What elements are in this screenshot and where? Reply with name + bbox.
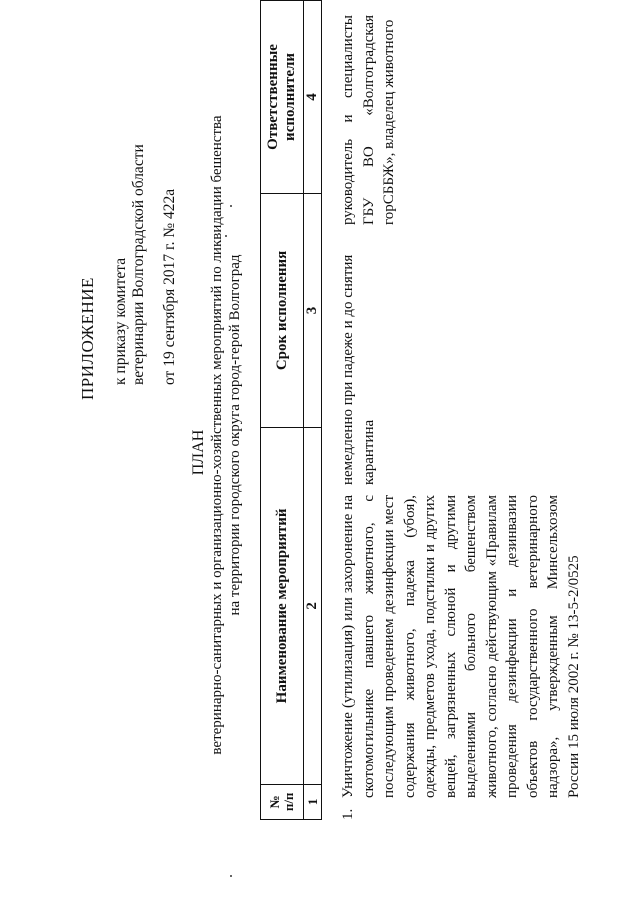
row-term: немедленно при падеже и до снятия карантина [340,254,377,485]
column-number-4: 4 [304,1,322,194]
scan-speck [230,205,232,207]
scan-speck [230,875,232,877]
header-term: Срок исполнения [261,193,304,427]
plan-subtitle: ветеринарно-санитарных и организационно-хозяйственных мероприятий по ликвидации бешенства на территории городского округа город-герой Волгоград [209,115,243,755]
appendix-committee: ветеринарии Волгоградской области [130,144,147,385]
table-header-row [261,1,304,820]
header-number: № п/п [261,784,304,819]
column-number-2: 2 [304,428,322,785]
scan-speck [225,235,227,237]
appendix-date: от 19 сентября 2017 г. № 422а [161,188,178,385]
column-number-3: 3 [304,193,322,427]
row-responsible: руководитель и специалисты ГБУ ВО «Волгоградская горСББЖ», владелец животного [340,15,397,225]
header-responsible: Ответственные исполнители [261,1,304,194]
row-measure-name: Уничтожение (утилизация) или захоронение на скотомогильнике павшего животного, с последующим проведением дезинфекции мест содержания животного, падежа (убоя), одежды, предметов ухода, подстилки и других вещей, загрязненных слюной и другими выделениями больного бешенством животного, согласно действующим «Правилам проведения дезинфекции и дезинвазии объектов государственного ветеринарного надзора», утвержденным Минсельхозом России 15 июля 2002 г. № 13-5-2/0525 [340,495,582,798]
appendix-order-ref: к приказу комитета [112,257,129,385]
column-number-1: 1 [304,784,322,819]
header-name: Наименование мероприятий [261,428,304,785]
row-number: 1. [340,808,356,820]
plan-title: ПЛАН [190,429,207,476]
plan-table [260,0,322,820]
appendix-title: ПРИЛОЖЕНИЕ [78,277,97,400]
table-column-numbers-row [304,1,322,820]
